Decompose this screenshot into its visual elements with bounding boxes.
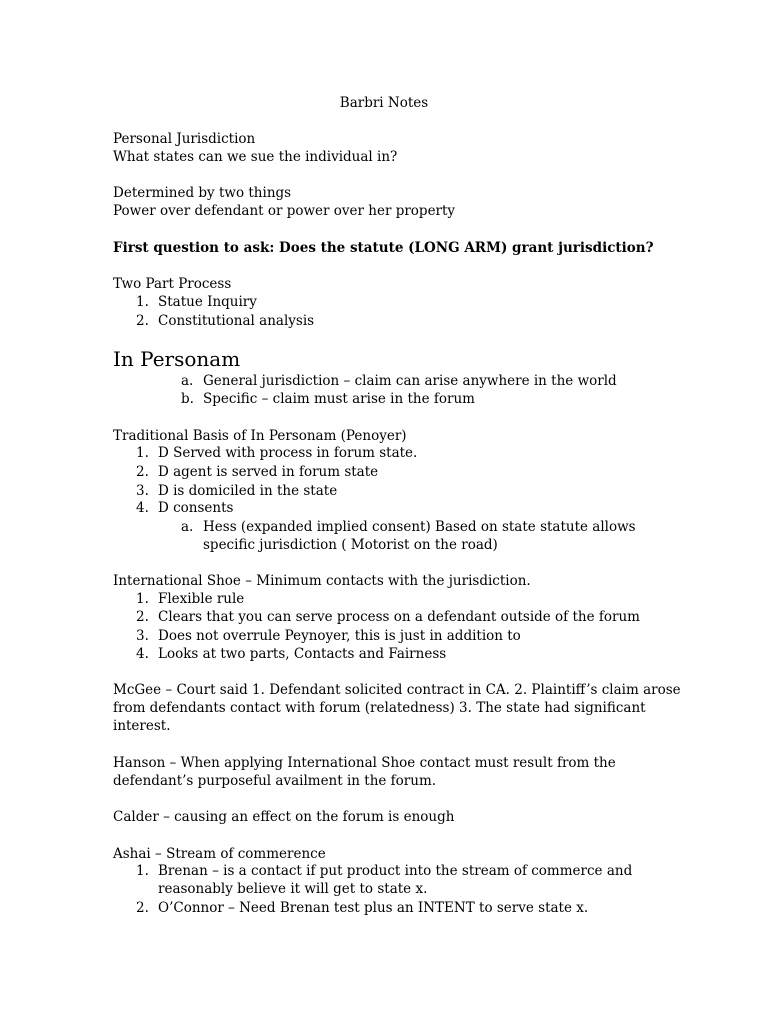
list-item bbox=[136, 444, 417, 462]
text-line: Determined by two things bbox=[113, 185, 292, 201]
list-marker: 1. bbox=[136, 294, 149, 310]
list-marker: a. bbox=[181, 373, 194, 389]
list-item-text: Specific – claim must arise in the forum bbox=[203, 391, 475, 407]
section-heading-traditional: Traditional Basis of In Personam (Penoyer) bbox=[113, 428, 407, 444]
list-item-text: General jurisdiction – claim can arise anywhere in the world bbox=[203, 373, 617, 389]
list-item bbox=[136, 608, 640, 626]
section-heading-international-shoe: International Shoe – Minimum contacts with the jurisdiction. bbox=[113, 573, 531, 589]
list-item bbox=[136, 645, 446, 663]
list-item-text: Statue Inquiry bbox=[158, 294, 257, 310]
list-marker: 3. bbox=[136, 628, 149, 644]
section-heading-two-part: Two Part Process bbox=[113, 276, 232, 292]
text-line: What states can we sue the individual in? bbox=[113, 149, 398, 165]
key-question: First question to ask: Does the statute (LONG ARM) grant jurisdiction? bbox=[113, 240, 654, 256]
list-marker: 1. bbox=[136, 863, 149, 879]
list-item bbox=[136, 463, 378, 481]
list-item bbox=[136, 627, 521, 645]
list-marker: 2. bbox=[136, 900, 149, 916]
list-item-text: Brenan – is a contact if put product into the stream of commerce and bbox=[158, 863, 633, 879]
list-item bbox=[181, 390, 475, 408]
list-marker: 3. bbox=[136, 483, 149, 499]
list-item bbox=[181, 372, 617, 390]
list-item bbox=[136, 899, 588, 917]
sub-list-item bbox=[181, 518, 636, 536]
paragraph-hanson-line: Hanson – When applying International Shoe contact must result from the bbox=[113, 755, 616, 771]
list-marker: 2. bbox=[136, 464, 149, 480]
list-item-text: D consents bbox=[158, 500, 234, 516]
paragraph-calder: Calder – causing an effect on the forum is enough bbox=[113, 809, 455, 825]
paragraph-mcgee-line: from defendants contact with forum (relatedness) 3. The state had significant bbox=[113, 700, 646, 716]
list-marker: b. bbox=[181, 391, 194, 407]
list-item-text: Constitutional analysis bbox=[158, 313, 315, 329]
heading-in-personam: In Personam bbox=[113, 347, 241, 371]
list-item bbox=[136, 482, 337, 500]
list-item bbox=[136, 312, 314, 330]
section-heading-personal-jurisdiction: Personal Jurisdiction bbox=[113, 131, 256, 147]
list-item-text: Looks at two parts, Contacts and Fairness bbox=[158, 646, 447, 662]
list-marker: 1. bbox=[136, 591, 149, 607]
paragraph-mcgee-line: interest. bbox=[113, 718, 171, 734]
list-item-text: Hess (expanded implied consent) Based on state statute allows bbox=[203, 519, 636, 535]
list-item-text: Flexible rule bbox=[158, 591, 245, 607]
list-marker: 4. bbox=[136, 646, 149, 662]
list-marker: 1. bbox=[136, 445, 149, 461]
paragraph-mcgee-line: McGee – Court said 1. Defendant solicited contract in CA. 2. Plaintiff’s claim arose bbox=[113, 682, 681, 698]
page-title: Barbri Notes bbox=[339, 95, 429, 111]
list-item-text: D agent is served in forum state bbox=[158, 464, 379, 480]
list-item-continuation: reasonably believe it will get to state x. bbox=[158, 881, 428, 897]
list-item bbox=[136, 499, 233, 517]
list-item-text: D Served with process in forum state. bbox=[158, 445, 418, 461]
list-marker: 4. bbox=[136, 500, 149, 516]
paragraph-hanson-line: defendant’s purposeful availment in the forum. bbox=[113, 773, 437, 789]
list-item-text: O’Connor – Need Brenan test plus an INTENT to serve state x. bbox=[158, 900, 589, 916]
list-item bbox=[136, 862, 632, 880]
list-marker: 2. bbox=[136, 609, 149, 625]
section-heading-ashai: Ashai – Stream of commerence bbox=[113, 846, 326, 862]
list-item-text: D is domiciled in the state bbox=[158, 483, 338, 499]
list-item bbox=[136, 293, 257, 311]
list-marker: a. bbox=[181, 519, 194, 535]
text-line: Power over defendant or power over her property bbox=[113, 203, 456, 219]
list-item-text: Clears that you can serve process on a defendant outside of the forum bbox=[158, 609, 640, 625]
list-item-text: Does not overrule Peynoyer, this is just in addition to bbox=[158, 628, 521, 644]
list-item-continuation: specific jurisdiction ( Motorist on the road) bbox=[203, 537, 498, 553]
list-item bbox=[136, 590, 244, 608]
list-marker: 2. bbox=[136, 313, 149, 329]
